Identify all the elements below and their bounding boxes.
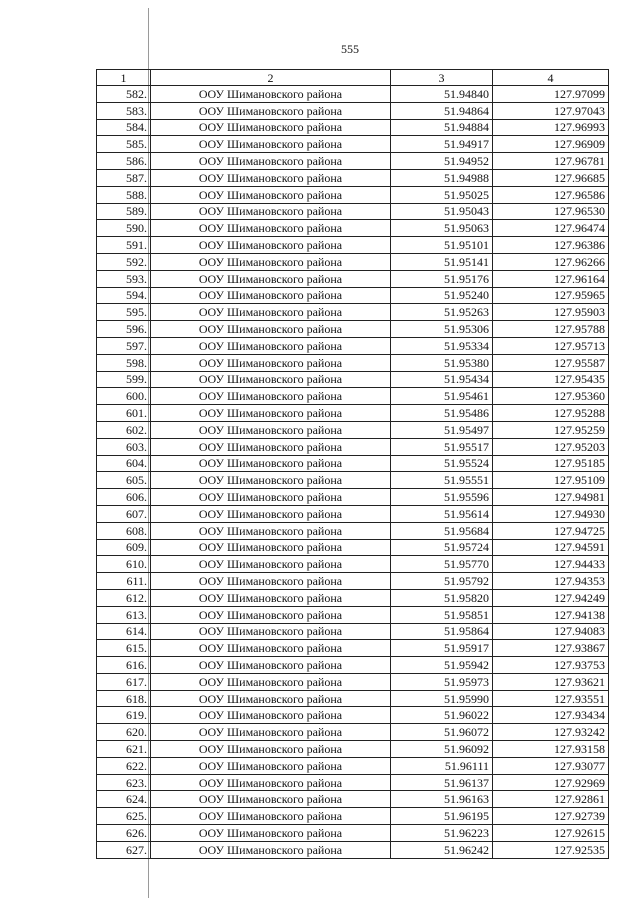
row-number: 604. <box>97 455 151 472</box>
table-row <box>97 472 609 489</box>
table-row <box>97 589 609 606</box>
latitude-value: 51.95524 <box>391 455 493 472</box>
row-number: 614. <box>97 623 151 640</box>
row-number: 606. <box>97 489 151 506</box>
latitude-value: 51.96072 <box>391 724 493 741</box>
organization-name: ООУ Шимановского района <box>151 673 391 690</box>
organization-name: ООУ Шимановского района <box>151 741 391 758</box>
latitude-value: 51.95025 <box>391 186 493 203</box>
latitude-value: 51.94952 <box>391 153 493 170</box>
table-row <box>97 556 609 573</box>
longitude-value: 127.96781 <box>493 153 609 170</box>
latitude-value: 51.95864 <box>391 623 493 640</box>
table-row <box>97 388 609 405</box>
longitude-value: 127.93551 <box>493 690 609 707</box>
latitude-value: 51.95820 <box>391 589 493 606</box>
longitude-value: 127.96266 <box>493 253 609 270</box>
table-row <box>97 657 609 674</box>
table-row <box>97 119 609 136</box>
table-row <box>97 220 609 237</box>
latitude-value: 51.95306 <box>391 321 493 338</box>
row-number: 610. <box>97 556 151 573</box>
longitude-value: 127.95185 <box>493 455 609 472</box>
latitude-value: 51.96111 <box>391 757 493 774</box>
organization-name: ООУ Шимановского района <box>151 774 391 791</box>
organization-name: ООУ Шимановского района <box>151 707 391 724</box>
row-number: 588. <box>97 186 151 203</box>
table-row <box>97 354 609 371</box>
row-number: 619. <box>97 707 151 724</box>
organization-name: ООУ Шимановского района <box>151 287 391 304</box>
table-row <box>97 169 609 186</box>
row-number: 602. <box>97 421 151 438</box>
latitude-value: 51.95263 <box>391 304 493 321</box>
table-row <box>97 371 609 388</box>
table-row <box>97 741 609 758</box>
latitude-value: 51.96022 <box>391 707 493 724</box>
coordinates-table <box>96 69 609 859</box>
header-col-1: 1 <box>97 70 151 86</box>
longitude-value: 127.96530 <box>493 203 609 220</box>
table-row <box>97 505 609 522</box>
table-row <box>97 321 609 338</box>
header-row <box>97 70 609 86</box>
latitude-value: 51.96242 <box>391 841 493 858</box>
row-number: 592. <box>97 253 151 270</box>
row-number: 587. <box>97 169 151 186</box>
longitude-value: 127.94433 <box>493 556 609 573</box>
row-number: 620. <box>97 724 151 741</box>
longitude-value: 127.95203 <box>493 438 609 455</box>
row-number: 599. <box>97 371 151 388</box>
organization-name: ООУ Шимановского района <box>151 606 391 623</box>
longitude-value: 127.97043 <box>493 102 609 119</box>
latitude-value: 51.95063 <box>391 220 493 237</box>
longitude-value: 127.96685 <box>493 169 609 186</box>
longitude-value: 127.95713 <box>493 337 609 354</box>
longitude-value: 127.95788 <box>493 321 609 338</box>
table-row <box>97 673 609 690</box>
row-number: 611. <box>97 573 151 590</box>
row-number: 593. <box>97 270 151 287</box>
organization-name: ООУ Шимановского района <box>151 791 391 808</box>
organization-name: ООУ Шимановского района <box>151 724 391 741</box>
table-row <box>97 724 609 741</box>
organization-name: ООУ Шимановского района <box>151 455 391 472</box>
longitude-value: 127.94083 <box>493 623 609 640</box>
table-row <box>97 808 609 825</box>
longitude-value: 127.96909 <box>493 136 609 153</box>
row-number: 591. <box>97 237 151 254</box>
row-number: 626. <box>97 825 151 842</box>
longitude-value: 127.94353 <box>493 573 609 590</box>
latitude-value: 51.95141 <box>391 253 493 270</box>
row-number: 616. <box>97 657 151 674</box>
organization-name: ООУ Шимановского района <box>151 119 391 136</box>
organization-name: ООУ Шимановского района <box>151 354 391 371</box>
row-number: 612. <box>97 589 151 606</box>
table-row <box>97 287 609 304</box>
table-row <box>97 438 609 455</box>
organization-name: ООУ Шимановского района <box>151 841 391 858</box>
row-number: 627. <box>97 841 151 858</box>
organization-name: ООУ Шимановского района <box>151 203 391 220</box>
row-number: 605. <box>97 472 151 489</box>
longitude-value: 127.96474 <box>493 220 609 237</box>
longitude-value: 127.94725 <box>493 522 609 539</box>
organization-name: ООУ Шимановского района <box>151 489 391 506</box>
latitude-value: 51.96137 <box>391 774 493 791</box>
table-row <box>97 606 609 623</box>
table-row <box>97 825 609 842</box>
longitude-value: 127.95360 <box>493 388 609 405</box>
organization-name: ООУ Шимановского района <box>151 438 391 455</box>
longitude-value: 127.96164 <box>493 270 609 287</box>
organization-name: ООУ Шимановского района <box>151 169 391 186</box>
row-number: 598. <box>97 354 151 371</box>
latitude-value: 51.95101 <box>391 237 493 254</box>
organization-name: ООУ Шимановского района <box>151 825 391 842</box>
organization-name: ООУ Шимановского района <box>151 505 391 522</box>
organization-name: ООУ Шимановского района <box>151 237 391 254</box>
latitude-value: 51.95614 <box>391 505 493 522</box>
organization-name: ООУ Шимановского района <box>151 556 391 573</box>
organization-name: ООУ Шимановского района <box>151 405 391 422</box>
organization-name: ООУ Шимановского района <box>151 539 391 556</box>
organization-name: ООУ Шимановского района <box>151 136 391 153</box>
row-number: 625. <box>97 808 151 825</box>
row-number: 586. <box>97 153 151 170</box>
organization-name: ООУ Шимановского района <box>151 589 391 606</box>
organization-name: ООУ Шимановского района <box>151 690 391 707</box>
longitude-value: 127.94591 <box>493 539 609 556</box>
longitude-value: 127.92535 <box>493 841 609 858</box>
longitude-value: 127.93434 <box>493 707 609 724</box>
row-number: 597. <box>97 337 151 354</box>
table-row <box>97 421 609 438</box>
latitude-value: 51.95990 <box>391 690 493 707</box>
organization-name: ООУ Шимановского района <box>151 472 391 489</box>
longitude-value: 127.93077 <box>493 757 609 774</box>
row-number: 600. <box>97 388 151 405</box>
latitude-value: 51.94884 <box>391 119 493 136</box>
row-number: 623. <box>97 774 151 791</box>
table-row <box>97 489 609 506</box>
organization-name: ООУ Шимановского района <box>151 421 391 438</box>
latitude-value: 51.95942 <box>391 657 493 674</box>
row-number: 609. <box>97 539 151 556</box>
table-row <box>97 337 609 354</box>
latitude-value: 51.95240 <box>391 287 493 304</box>
latitude-value: 51.96163 <box>391 791 493 808</box>
table-row <box>97 270 609 287</box>
table-row <box>97 304 609 321</box>
row-number: 617. <box>97 673 151 690</box>
organization-name: ООУ Шимановского района <box>151 573 391 590</box>
latitude-value: 51.96195 <box>391 808 493 825</box>
latitude-value: 51.95973 <box>391 673 493 690</box>
header-col-4: 4 <box>493 70 609 86</box>
organization-name: ООУ Шимановского района <box>151 371 391 388</box>
header-col-3: 3 <box>391 70 493 86</box>
organization-name: ООУ Шимановского района <box>151 657 391 674</box>
latitude-value: 51.95596 <box>391 489 493 506</box>
row-number: 608. <box>97 522 151 539</box>
latitude-value: 51.95770 <box>391 556 493 573</box>
table-row <box>97 640 609 657</box>
row-number: 582. <box>97 86 151 103</box>
longitude-value: 127.94930 <box>493 505 609 522</box>
table-body <box>97 86 609 859</box>
row-number: 594. <box>97 287 151 304</box>
organization-name: ООУ Шимановского района <box>151 321 391 338</box>
latitude-value: 51.95434 <box>391 371 493 388</box>
longitude-value: 127.95435 <box>493 371 609 388</box>
table-row <box>97 136 609 153</box>
row-number: 596. <box>97 321 151 338</box>
longitude-value: 127.96586 <box>493 186 609 203</box>
table-row <box>97 405 609 422</box>
table-row <box>97 186 609 203</box>
organization-name: ООУ Шимановского района <box>151 388 391 405</box>
latitude-value: 51.95684 <box>391 522 493 539</box>
organization-name: ООУ Шимановского района <box>151 102 391 119</box>
organization-name: ООУ Шимановского района <box>151 186 391 203</box>
organization-name: ООУ Шимановского района <box>151 270 391 287</box>
longitude-value: 127.92861 <box>493 791 609 808</box>
longitude-value: 127.93621 <box>493 673 609 690</box>
table-row <box>97 539 609 556</box>
latitude-value: 51.95380 <box>391 354 493 371</box>
row-number: 618. <box>97 690 151 707</box>
row-number: 601. <box>97 405 151 422</box>
latitude-value: 51.95497 <box>391 421 493 438</box>
longitude-value: 127.93158 <box>493 741 609 758</box>
longitude-value: 127.94249 <box>493 589 609 606</box>
latitude-value: 51.95917 <box>391 640 493 657</box>
row-number: 607. <box>97 505 151 522</box>
longitude-value: 127.94981 <box>493 489 609 506</box>
organization-name: ООУ Шимановского района <box>151 86 391 103</box>
organization-name: ООУ Шимановского района <box>151 623 391 640</box>
table-row <box>97 86 609 103</box>
table-row <box>97 522 609 539</box>
longitude-value: 127.95109 <box>493 472 609 489</box>
longitude-value: 127.95903 <box>493 304 609 321</box>
row-number: 589. <box>97 203 151 220</box>
latitude-value: 51.94917 <box>391 136 493 153</box>
longitude-value: 127.94138 <box>493 606 609 623</box>
row-number: 583. <box>97 102 151 119</box>
latitude-value: 51.95334 <box>391 337 493 354</box>
organization-name: ООУ Шимановского района <box>151 337 391 354</box>
row-number: 595. <box>97 304 151 321</box>
organization-name: ООУ Шимановского района <box>151 522 391 539</box>
row-number: 621. <box>97 741 151 758</box>
organization-name: ООУ Шимановского района <box>151 304 391 321</box>
table-row <box>97 455 609 472</box>
longitude-value: 127.95259 <box>493 421 609 438</box>
row-number: 615. <box>97 640 151 657</box>
table-row <box>97 774 609 791</box>
latitude-value: 51.95486 <box>391 405 493 422</box>
latitude-value: 51.95851 <box>391 606 493 623</box>
table-row <box>97 690 609 707</box>
table-row <box>97 707 609 724</box>
table-row <box>97 623 609 640</box>
row-number: 603. <box>97 438 151 455</box>
longitude-value: 127.93242 <box>493 724 609 741</box>
table-row <box>97 841 609 858</box>
latitude-value: 51.94864 <box>391 102 493 119</box>
row-number: 613. <box>97 606 151 623</box>
longitude-value: 127.92739 <box>493 808 609 825</box>
latitude-value: 51.95461 <box>391 388 493 405</box>
longitude-value: 127.97099 <box>493 86 609 103</box>
latitude-value: 51.95043 <box>391 203 493 220</box>
longitude-value: 127.95288 <box>493 405 609 422</box>
organization-name: ООУ Шимановского района <box>151 153 391 170</box>
row-number: 584. <box>97 119 151 136</box>
latitude-value: 51.96223 <box>391 825 493 842</box>
row-number: 622. <box>97 757 151 774</box>
longitude-value: 127.92969 <box>493 774 609 791</box>
longitude-value: 127.96993 <box>493 119 609 136</box>
longitude-value: 127.95587 <box>493 354 609 371</box>
longitude-value: 127.93867 <box>493 640 609 657</box>
latitude-value: 51.94840 <box>391 86 493 103</box>
organization-name: ООУ Шимановского района <box>151 808 391 825</box>
latitude-value: 51.95551 <box>391 472 493 489</box>
header-col-2: 2 <box>151 70 391 86</box>
latitude-value: 51.95176 <box>391 270 493 287</box>
table-row <box>97 791 609 808</box>
row-number: 624. <box>97 791 151 808</box>
latitude-value: 51.96092 <box>391 741 493 758</box>
longitude-value: 127.95965 <box>493 287 609 304</box>
row-number: 585. <box>97 136 151 153</box>
row-number: 590. <box>97 220 151 237</box>
table-row <box>97 237 609 254</box>
table-row <box>97 203 609 220</box>
organization-name: ООУ Шимановского района <box>151 253 391 270</box>
page-number: 555 <box>341 42 359 56</box>
latitude-value: 51.95724 <box>391 539 493 556</box>
organization-name: ООУ Шимановского района <box>151 757 391 774</box>
table-row <box>97 757 609 774</box>
organization-name: ООУ Шимановского района <box>151 640 391 657</box>
latitude-value: 51.95792 <box>391 573 493 590</box>
table-row <box>97 253 609 270</box>
latitude-value: 51.94988 <box>391 169 493 186</box>
longitude-value: 127.92615 <box>493 825 609 842</box>
table-row <box>97 102 609 119</box>
table-row <box>97 153 609 170</box>
longitude-value: 127.96386 <box>493 237 609 254</box>
organization-name: ООУ Шимановского района <box>151 220 391 237</box>
table-header <box>97 70 609 86</box>
latitude-value: 51.95517 <box>391 438 493 455</box>
longitude-value: 127.93753 <box>493 657 609 674</box>
table-row <box>97 573 609 590</box>
